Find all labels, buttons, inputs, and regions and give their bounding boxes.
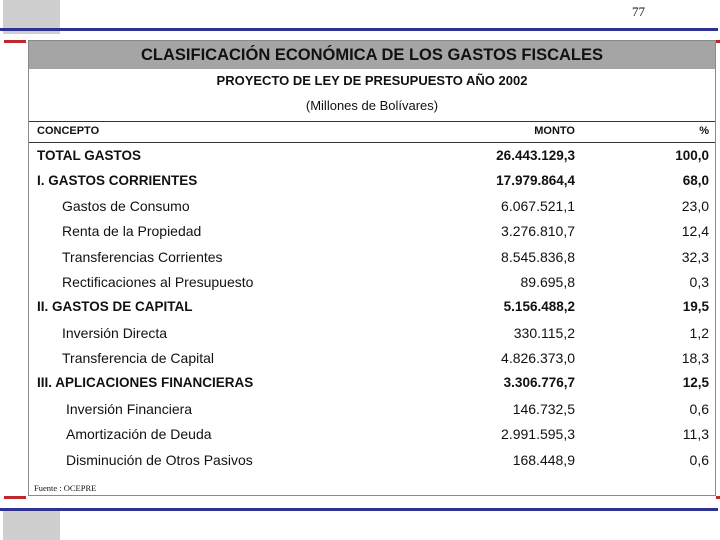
table-subtitle: PROYECTO DE LEY DE PRESUPUESTO AÑO 2002: [216, 73, 528, 88]
row-percent: 32,3: [681, 249, 709, 265]
row-monto: 4.826.373,0: [501, 350, 575, 366]
row-monto: 3.306.776,7: [503, 375, 575, 390]
row-concepto: Transferencias Corrientes: [62, 249, 223, 265]
column-header-percent: %: [699, 125, 709, 137]
row-concepto: Amortización de Deuda: [66, 426, 212, 442]
table-row: [29, 173, 715, 193]
row-percent: 12,5: [682, 375, 709, 390]
column-header-concepto: CONCEPTO: [37, 125, 100, 137]
table-row: [29, 401, 715, 421]
row-percent: 11,3: [682, 426, 709, 442]
column-header-monto: MONTO: [534, 125, 575, 137]
table-title: CLASIFICACIÓN ECONÓMICA DE LOS GASTOS FISCALES: [29, 41, 715, 69]
row-percent: 68,0: [682, 173, 709, 188]
decorative-red-mark-left-bottom: [4, 496, 26, 499]
row-concepto: TOTAL GASTOS: [37, 148, 142, 163]
row-percent: 0,6: [689, 401, 709, 417]
decorative-gray-block-bottom: [3, 508, 60, 540]
source-note: Fuente : OCEPRE: [34, 483, 97, 493]
row-percent: 12,4: [681, 223, 709, 239]
row-percent: 19,5: [682, 299, 709, 314]
decorative-blue-rule-top: [0, 28, 718, 31]
row-monto: 6.067.521,1: [501, 198, 575, 214]
row-percent: 100,0: [675, 148, 709, 163]
row-concepto: I. GASTOS CORRIENTES: [37, 173, 198, 188]
row-monto: 168.448,9: [512, 452, 575, 468]
row-monto: 17.979.864,4: [496, 173, 575, 188]
row-concepto: Inversión Directa: [62, 325, 168, 341]
row-monto: 26.443.129,3: [496, 148, 575, 163]
row-concepto: Inversión Financiera: [66, 401, 193, 417]
row-percent: 0,6: [689, 452, 709, 468]
table-row: [29, 452, 715, 472]
header-top-rule: [29, 121, 715, 122]
decorative-red-mark-left-top: [4, 40, 26, 43]
decorative-blue-rule-bottom: [0, 508, 718, 511]
row-monto: 89.695,8: [520, 274, 575, 290]
table-row: [29, 148, 715, 168]
row-percent: 18,3: [681, 350, 709, 366]
table-row: [29, 223, 715, 243]
table-row: [29, 274, 715, 294]
table-row: [29, 249, 715, 269]
row-monto: 330.115,2: [513, 325, 575, 341]
table-row: [29, 198, 715, 218]
row-percent: 0,3: [689, 274, 709, 290]
table-frame: [28, 40, 716, 496]
row-concepto: Gastos de Consumo: [62, 198, 190, 214]
row-monto: 2.991.595,3: [501, 426, 575, 442]
decorative-red-mark-right-bottom: [716, 496, 720, 499]
row-concepto: Renta de la Propiedad: [62, 223, 202, 239]
row-percent: 1,2: [689, 325, 709, 341]
row-concepto: II. GASTOS DE CAPITAL: [37, 299, 193, 314]
table-row: [29, 299, 715, 319]
header-bottom-rule: [29, 142, 715, 143]
row-concepto: Rectificaciones al Presupuesto: [62, 274, 254, 290]
row-concepto: III. APLICACIONES FINANCIERAS: [37, 375, 254, 390]
row-monto: 5.156.488,2: [503, 299, 575, 314]
page-number: 77: [632, 4, 645, 19]
row-concepto: Disminución de Otros Pasivos: [66, 452, 253, 468]
table-row: [29, 325, 715, 345]
row-monto: 3.276.810,7: [501, 223, 575, 239]
table-row: [29, 375, 715, 395]
decorative-red-mark-right-top: [716, 40, 720, 43]
row-monto: 8.545.836,8: [501, 249, 575, 265]
table-row: [29, 426, 715, 446]
units-label: (Millones de Bolívares): [305, 98, 439, 113]
row-percent: 23,0: [681, 198, 709, 214]
row-concepto: Transferencia de Capital: [62, 350, 215, 366]
row-monto: 146.732,5: [512, 401, 575, 417]
table-row: [29, 350, 715, 370]
